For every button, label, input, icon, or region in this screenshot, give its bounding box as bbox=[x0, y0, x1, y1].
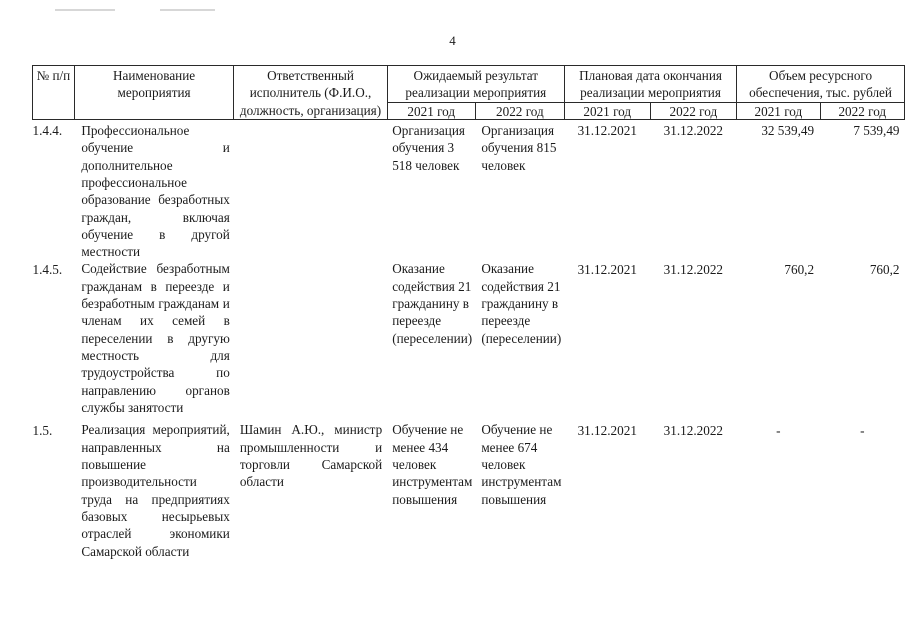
measures-table bbox=[32, 65, 905, 560]
header-executor: Ответственный исполнитель (Ф.И.О., должность, организация) bbox=[234, 66, 387, 120]
row-result-2022: Обучение не менее 674 человек инструментам повышения bbox=[481, 422, 562, 507]
header-volume-2021: 2021 год bbox=[737, 102, 820, 120]
table-row bbox=[33, 120, 905, 261]
table-row bbox=[33, 260, 905, 421]
header-name: Наименование мероприятия bbox=[74, 66, 234, 120]
header-volume: Объем ресурсного обеспечения, тыс. рублей bbox=[737, 66, 905, 103]
row-num: 1.4.5. bbox=[32, 262, 63, 278]
row-name: Профессиональное обучение и дополнительное профессиональное образование безработных граждан, включая обучение в другой местности bbox=[81, 123, 230, 260]
row-volume-2022: 7 539,49 bbox=[853, 123, 900, 139]
row-date-2021: 31.12.2021 bbox=[577, 262, 637, 278]
row-result-2021: Обучение не менее 434 человек инструментам повышения bbox=[392, 422, 473, 507]
row-num: 1.5. bbox=[32, 423, 53, 439]
row-date-2022: 31.12.2022 bbox=[663, 262, 724, 278]
header-date-2022: 2022 год bbox=[650, 102, 737, 120]
row-executor: Шамин А.Ю., министр промышленности и торговли Самарской области bbox=[239, 422, 383, 490]
row-volume-2021: 760,2 bbox=[784, 262, 815, 278]
row-volume-2021: 32 539,49 bbox=[761, 123, 815, 139]
row-executor bbox=[234, 120, 387, 261]
row-executor bbox=[234, 260, 387, 421]
row-volume-2022: - bbox=[860, 423, 865, 439]
row-volume-2021: - bbox=[776, 423, 781, 439]
row-date-2022: 31.12.2022 bbox=[663, 423, 724, 439]
scan-artifact bbox=[160, 9, 215, 11]
row-result-2022: Оказание содействия 21 гражданину в переезде (переселении) bbox=[481, 261, 562, 346]
header-result-2021: 2021 год bbox=[387, 102, 475, 120]
header-date-2021: 2021 год bbox=[564, 102, 650, 120]
header-num: № п/п bbox=[33, 66, 75, 120]
row-date-2022: 31.12.2022 bbox=[663, 123, 724, 139]
header-result: Ожидаемый результат реализации мероприятия bbox=[387, 66, 564, 103]
table-header-row bbox=[33, 66, 905, 103]
header-result-2022: 2022 год bbox=[475, 102, 564, 120]
row-date-2021: 31.12.2021 bbox=[577, 123, 637, 139]
row-result-2021: Организация обучения 3 518 человек bbox=[392, 123, 465, 173]
page-number: 4 bbox=[449, 33, 456, 48]
table-row bbox=[33, 421, 905, 559]
row-name: Содействие безработным гражданам в переезде и безработным гражданам и членам их семей в переселении в другую местность для трудоустройства по направлению органов службы занятости bbox=[81, 261, 230, 415]
row-result-2022: Организация обучения 815 человек bbox=[481, 123, 557, 173]
row-date-2021: 31.12.2021 bbox=[577, 423, 637, 439]
header-volume-2022: 2022 год bbox=[820, 102, 904, 120]
row-num: 1.4.4. bbox=[32, 123, 63, 139]
row-name: Реализация мероприятий, направленных на повышение производительности труда на предприятиях базовых несырьевых отраслей экономики Самарской области bbox=[81, 422, 230, 559]
row-result-2021: Оказание содействия 21 гражданину в переезде (переселении) bbox=[392, 261, 473, 346]
row-volume-2022: 760,2 bbox=[869, 262, 900, 278]
scan-artifact bbox=[55, 9, 115, 11]
header-date: Плановая дата окончания реализации мероприятия bbox=[564, 66, 736, 103]
